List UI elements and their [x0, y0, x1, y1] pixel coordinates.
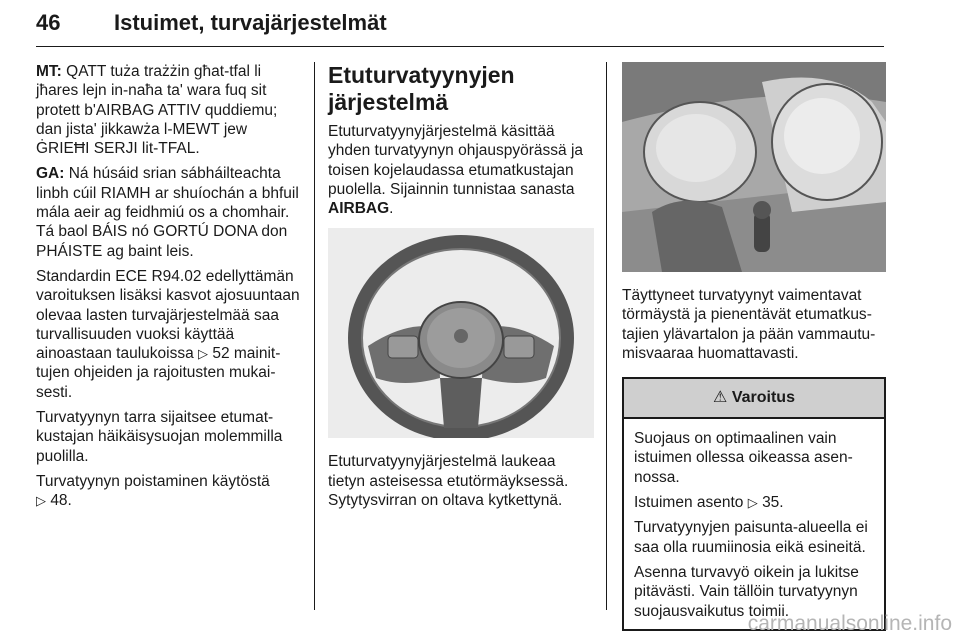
ece-text-b: mainittujen ohjeiden ja rajoitusten mukaisesti. — [36, 345, 281, 401]
page-title: Istuimet, turvajärjestelmät — [114, 10, 387, 35]
warning-p3: Turvatyynyjen paisunta-alueella ei saa olla ruumiinosia eikä esineitä. — [634, 519, 868, 556]
warning-body — [624, 419, 884, 629]
deactivation-paragraph — [36, 472, 304, 511]
steering-wheel-illustration — [328, 228, 594, 438]
ece-text-a: Standardin ECE R94.02 edellyttämän varoituksen lisäksi kasvot ajosuuntaan olevaa lasten turvajärjestelmää saa turvallisuuden vuoksi käyttää ainoastaan taulukoissa — [36, 267, 300, 363]
column-middle — [328, 62, 594, 516]
steering-wheel-image — [328, 228, 594, 438]
system-text: Etuturvatyynyjärjestelmä käsittää yhden turvatyynyn ohjauspyörässä ja toisen kojelaudassa etumatkustajan puolella. Sijainnin tunnistaa sanasta — [328, 123, 584, 198]
airbag-word: AIRBAG — [328, 200, 390, 218]
deployed-airbags-illustration — [622, 62, 886, 272]
seat-position-text: Istuimen asento — [634, 494, 744, 512]
column-right — [622, 62, 886, 631]
ga-text: Ná húsáid srian sábháilteachta linbh cúil RIAMH ar shuíochán a bhfuil mála aeir ag feidhmiú os a chomhair. Tá baol BÁIS nó GORTÚ DONA don PHÁISTE ag baint leis. — [36, 165, 299, 260]
system-description — [328, 122, 594, 218]
warning-header — [624, 379, 884, 419]
mt-text: QATT tuża trażżin għat-tfal li jħares lejn in-naħa ta' wara fuq sit protett b'AIRBAG ATTIV quddiemu; dan jista' jikkawża l-MEWT jew ĠRIEĦI SERJI lit-TFAL. — [36, 63, 278, 158]
page-ref-icon: ▷ — [36, 493, 46, 509]
deployment-paragraph: Etuturvatyynyjärjestelmä laukeaa tietyn asteisessa etutörmäyksessä. Sytytysvirran on oltava kytkettynä. — [328, 453, 569, 510]
ece-paragraph — [36, 267, 304, 402]
label-location-paragraph: Turvatyynyn tarra sijaitsee etumatkustajan häikäisysuojan molemmilla puolilla. — [36, 409, 283, 465]
watermark: carmanualsonline.info — [747, 612, 952, 635]
system-text-end: . — [389, 200, 394, 218]
deployed-airbags-image — [622, 62, 886, 272]
deactivation-page-ref[interactable]: 48. — [50, 492, 72, 510]
page-ref-icon: ▷ — [198, 346, 209, 362]
warning-p2 — [634, 493, 874, 512]
maltese-warning — [36, 62, 304, 158]
mt-label: MT: — [36, 63, 62, 80]
column-divider — [606, 62, 607, 610]
header-rule — [36, 46, 884, 47]
seat-position-ref[interactable]: 35. — [762, 494, 784, 512]
ga-label: GA: — [36, 165, 65, 183]
page-header — [36, 6, 884, 46]
irish-warning — [36, 164, 304, 260]
section-heading: Etuturvatyynyjen järjestelmä — [328, 62, 515, 115]
deactivation-text: Turvatyynyn poistaminen käytöstä — [36, 472, 270, 490]
warning-box — [622, 377, 886, 631]
warning-p4: Asenna turvavyö oikein ja lukitse pitävästi. Vain tällöin turvatyynyn suojausvaikutus toimii. — [634, 563, 859, 620]
warning-icon: ⚠ — [713, 389, 728, 407]
column-divider — [314, 62, 315, 610]
ece-page-ref[interactable]: 52 — [212, 345, 230, 363]
page-number: 46 — [36, 10, 61, 35]
protection-paragraph: Täyttyneet turvatyynyt vaimentavat törmäystä ja pienentävät etumatkustajien ylävartalon ja pään vammautumisvaaraa huomattavasti. — [622, 287, 876, 362]
warning-title: Varoitus — [731, 389, 795, 407]
column-left — [36, 62, 304, 517]
page-ref-icon: ▷ — [747, 495, 758, 511]
warning-p1: Suojaus on optimaalinen vain istuimen ollessa oikeassa asennossa. — [634, 430, 853, 486]
